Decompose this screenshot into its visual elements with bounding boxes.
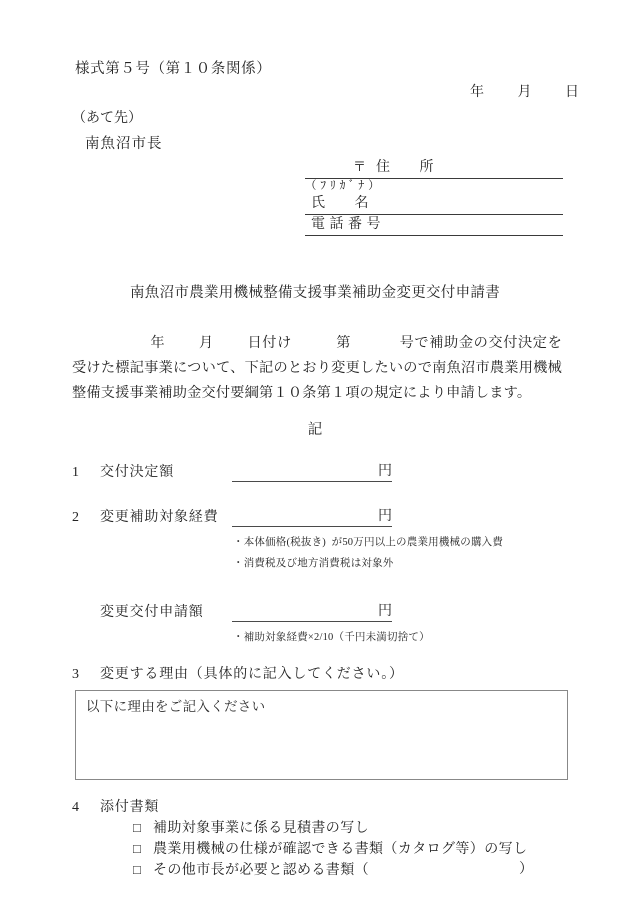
item1-label: 交付決定額 (100, 465, 174, 480)
reason-textarea[interactable] (75, 690, 568, 780)
furigana-label: （ ﾌ ﾘ ｶ ﾞ ﾅ ） (305, 179, 381, 192)
attachment-close-paren: ） (519, 862, 533, 877)
addressee-label: （あて先） (72, 111, 142, 126)
item2-sub-amount-input[interactable] (232, 621, 392, 622)
item2-amount-input[interactable] (232, 526, 392, 527)
address-label: 住 所 (376, 160, 435, 175)
form-number: 様式第５号（第１０条関係） (75, 61, 272, 77)
phone-label: 電 話 番 号 (311, 217, 381, 233)
item2-note-c: ・補助対象経費×2/10（千円未満切捨て） (233, 632, 430, 643)
name-field-row[interactable] (305, 179, 563, 215)
checkbox-icon[interactable]: □ (133, 841, 142, 856)
attachment-checkbox-row-0[interactable] (133, 821, 369, 836)
item4-number: 4 (72, 800, 80, 815)
checkbox-icon[interactable]: □ (133, 862, 142, 877)
item3-label: 変更する理由（具体的に記入してください。） (100, 667, 404, 682)
body-text: 年 月 日付け 第 号で補助金の交付決定を受けた標記事業について、下記のとおり変更したいので南魚沼市農業用機械整備支援事業補助金交付要綱第１０条第１項の規定により申請します。 (72, 335, 562, 401)
postal-mark-icon: 〒 (353, 159, 367, 174)
attachment-checkbox-row-2[interactable] (133, 863, 369, 878)
address-field-row[interactable] (305, 158, 563, 179)
name-label: 氏 名 (311, 196, 369, 212)
checkbox-icon[interactable]: □ (133, 820, 142, 835)
date-blank-header[interactable]: 年 月 日 (470, 85, 580, 100)
item2-number: 2 (72, 510, 80, 525)
item2-note-b: ・消費税及び地方消費税は対象外 (233, 558, 394, 569)
attachment-label-2: その他市長が必要と認める書類（ (153, 863, 369, 878)
item1-number: 1 (72, 465, 80, 480)
attachment-label-0: 補助対象事業に係る見積書の写し (153, 821, 369, 836)
body-paragraph (72, 331, 562, 406)
applicant-info-block (305, 158, 563, 236)
phone-field-row[interactable] (305, 215, 563, 236)
reason-textarea-text: 以下に理由をご記入ください (86, 699, 266, 714)
item3-number: 3 (72, 667, 80, 682)
ki-marker: 記 (307, 422, 323, 438)
addressee-name: 南魚沼市長 (85, 136, 163, 152)
document-title: 南魚沼市農業用機械整備支援事業補助金変更交付申請書 (130, 285, 500, 301)
item4-label: 添付書類 (100, 800, 160, 815)
attachment-checkbox-row-1[interactable] (133, 842, 527, 857)
item2-note-a: ・本体価格(税抜き) が50万円以上の農業用機械の購入費 (233, 537, 504, 548)
item2-label: 変更補助対象経費 (100, 510, 219, 525)
item2-sub-unit: 円 (378, 604, 392, 619)
item1-unit: 円 (378, 464, 392, 479)
item2-sub-label: 変更交付申請額 (100, 605, 204, 620)
item2-unit: 円 (378, 509, 392, 524)
attachment-label-1: 農業用機械の仕様が確認できる書類（カタログ等）の写し (153, 842, 528, 857)
item1-amount-input[interactable] (232, 481, 392, 482)
phone-write-line[interactable] (305, 235, 563, 236)
